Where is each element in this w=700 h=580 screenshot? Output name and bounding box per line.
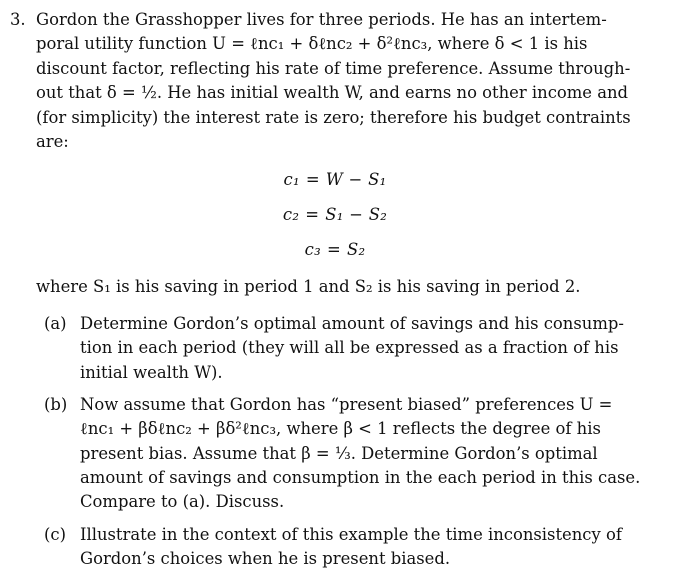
intro-line-4: out that δ = ½. He has initial wealth W, and earns no other income and: [36, 83, 629, 103]
equation-3: [30, 232, 640, 267]
part-c: [10, 523, 640, 572]
problem-3: [10, 8, 640, 580]
eq3-op: =: [326, 240, 341, 260]
eq1-lhs: c₁: [283, 170, 300, 190]
intro-line-2: poral utility function U = ℓnc₁ + δℓnc₂ + δ²ℓnc₃, where δ < 1 is his: [36, 34, 588, 54]
eq1-op: =: [305, 170, 320, 190]
equation-2: [30, 197, 640, 232]
eq2-rhs: S₁ − S₂: [325, 205, 388, 225]
part-c-line-1: Illustrate in the context of this example the time inconsistency of: [80, 524, 622, 544]
part-c-line-2: Gordon’s choices when he is present biased.: [80, 549, 451, 569]
after-equations: where S₁ is his saving in period 1 and S₂ is his saving in period 2.: [36, 277, 581, 297]
part-b-line-2: ℓnc₁ + βδℓnc₂ + βδ²ℓnc₃, where β < 1 reflects the degree of his: [80, 419, 601, 439]
part-b-label: (b): [44, 394, 68, 414]
part-a-line-3: initial wealth W).: [80, 362, 223, 382]
eq3-rhs: S₂: [347, 240, 366, 260]
part-b-line-4: amount of savings and consumption in the each period in this case.: [80, 468, 641, 488]
eq2-lhs: c₂: [282, 205, 300, 225]
equation-1: [30, 162, 640, 197]
part-b-line-3: present bias. Assume that β = ⅓. Determine Gordon’s optimal: [80, 443, 598, 463]
part-a: [10, 312, 640, 385]
eq2-op: =: [305, 205, 320, 225]
intro-text-1: Gordon the Grasshopper lives for three periods. He has an intertem-: [36, 10, 607, 29]
problem-number: 3.: [10, 10, 26, 29]
intro-line-1: [10, 8, 640, 32]
part-a-line-1: Determine Gordon’s optimal amount of savings and his consump-: [80, 313, 624, 333]
intro-line-6: are:: [36, 131, 69, 151]
sub-questions: [10, 312, 640, 572]
part-b: [10, 393, 640, 515]
intro-line-3: discount factor, reflecting his rate of time preference. Assume through-: [36, 58, 631, 78]
eq3-lhs: c₃: [304, 240, 321, 260]
part-b-line-1: Now assume that Gordon has “present biased” preferences U =: [80, 394, 613, 414]
part-c-label: (c): [44, 524, 66, 544]
intro-line-5: (for simplicity) the interest rate is zero; therefore his budget contraints: [36, 107, 631, 127]
part-a-label: (a): [44, 313, 67, 333]
budget-constraints: [10, 162, 640, 267]
part-a-line-2: tion in each period (they will all be expressed as a fraction of his: [80, 338, 619, 358]
eq1-rhs: W − S₁: [325, 170, 387, 190]
part-b-line-5: Compare to (a). Discuss.: [80, 492, 285, 512]
